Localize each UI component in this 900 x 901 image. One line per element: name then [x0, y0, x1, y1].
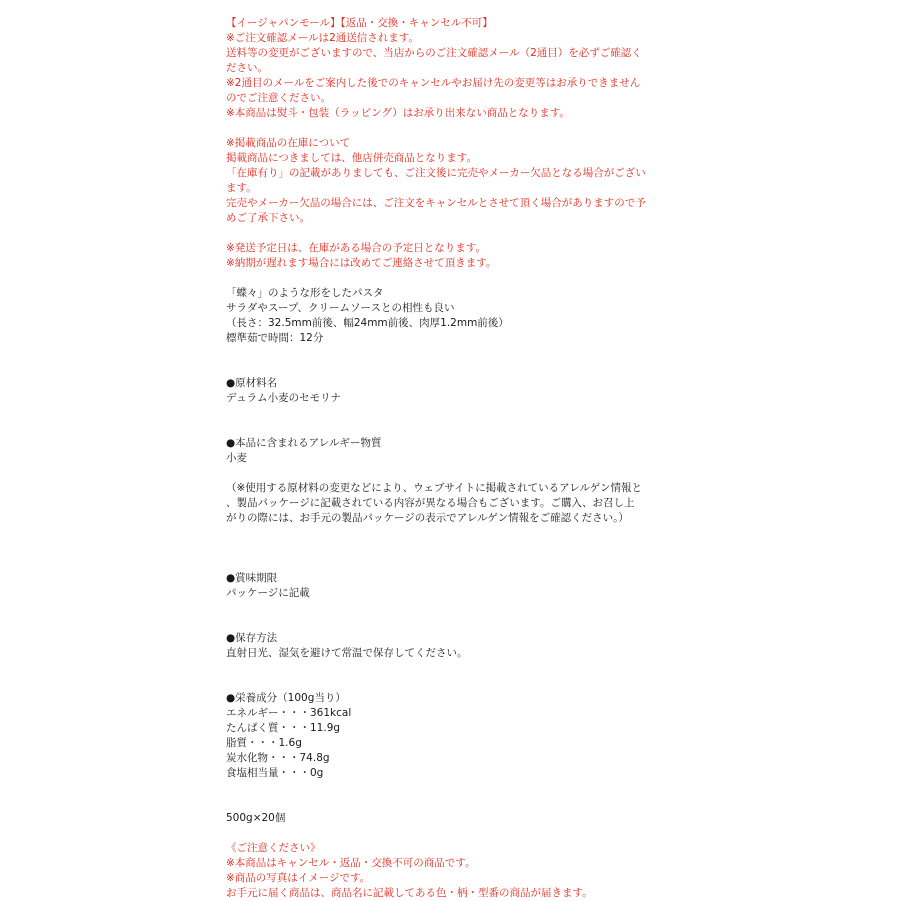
blank-line: [226, 556, 666, 571]
product-description: [226, 16, 666, 901]
text-line: ※掲載商品の在庫について: [226, 137, 351, 149]
text-line: ●保存方法: [226, 632, 278, 644]
blank-line: [226, 226, 666, 241]
blank-line: [226, 616, 666, 631]
text-line: ●本品に含まれるアレルギー物質: [226, 437, 382, 449]
text-line: ます。: [226, 182, 257, 194]
blank-line: [226, 826, 666, 841]
text-line: ※本商品は熨斗・包装（ラッピング）はお承り出来ない商品となります。: [226, 107, 570, 119]
blank-line: [226, 796, 666, 811]
text-line: 、製品パッケージに記載されている内容が異なる場合もございます。ご購入、お召し上: [226, 497, 635, 509]
blank-line: [226, 121, 666, 136]
text-line: 《ご注意ください》: [226, 842, 321, 854]
text-line: 食塩相当量・・・0g: [226, 767, 324, 779]
text-line: ※商品の写真はイメージです。: [226, 872, 371, 884]
blank-line: [226, 781, 666, 796]
blank-line: [226, 466, 666, 481]
text-line: 【イージャパンモール】【返品・交換・キャンセル不可】: [226, 17, 493, 29]
text-line: 掲載商品につきましては、他店併売商品となります。: [226, 152, 477, 164]
text-line: ださい。: [226, 62, 268, 74]
text-line: ●栄養成分（100g当り）: [226, 692, 346, 704]
text-line: がりの際には、お手元の製品パッケージの表示でアレルゲン情報をご確認ください。）: [226, 512, 629, 524]
text-line: のでご注意ください。: [226, 92, 331, 104]
text-line: 直射日光、湿気を避けて常温で保存してください。: [226, 647, 468, 659]
blank-line: [226, 601, 666, 616]
text-line: デュラム小麦のセモリナ: [226, 392, 341, 404]
text-line: エネルギー・・・361kcal: [226, 707, 352, 719]
text-line: お手元に届く商品は、商品名に記載してある色・柄・型番の商品が届きます。: [226, 887, 593, 899]
text-line: ※発送予定日は、在庫がある場合の予定日となります。: [226, 242, 486, 254]
text-line: 500g×20個: [226, 812, 286, 824]
text-line: （長さ：32.5mm前後、幅24mm前後、肉厚1.2mm前後）: [226, 317, 509, 329]
text-line: 完売やメーカー欠品の場合には、ご注文をキャンセルとさせて頂く場合がありますので予: [226, 197, 646, 209]
text-line: ※2通目のメールをご案内した後でのキャンセルやお届け先の変更等はお承りできません: [226, 77, 641, 89]
text-line: 送料等の変更がございますので、当店からのご注文確認メール（2通目）を必ずご確認く: [226, 47, 642, 59]
blank-line: [226, 361, 666, 376]
text-line: ※納期が遅れます場合には改めてご連絡させて頂きます。: [226, 257, 497, 269]
text-line: 「在庫有り」の記載がありましても、ご注文後に完売やメーカー欠品となる場合がござい: [226, 167, 646, 179]
text-line: たんぱく質・・・11.9g: [226, 722, 341, 734]
text-line: ●原材料名: [226, 377, 278, 389]
blank-line: [226, 676, 666, 691]
text-line: 炭水化物・・・74.8g: [226, 752, 330, 764]
blank-line: [226, 541, 666, 556]
text-line: ※本商品はキャンセル・返品・交換不可の商品です。: [226, 857, 476, 869]
blank-line: [226, 271, 666, 286]
blank-line: [226, 526, 666, 541]
text-line: パッケージに記載: [226, 587, 310, 599]
text-line: 小麦: [226, 452, 247, 464]
text-line: ●賞味期限: [226, 572, 278, 584]
blank-line: [226, 406, 666, 421]
text-line: 「蝶々」のような形をしたパスタ: [226, 287, 384, 299]
text-line: めご了承下さい。: [226, 212, 310, 224]
text-line: 脂質・・・1.6g: [226, 737, 302, 749]
text-line: サラダやスープ、クリームソースとの相性も良い: [226, 302, 455, 314]
blank-line: [226, 346, 666, 361]
text-line: （※使用する原材料の変更などにより、ウェブサイトに掲載されているアレルゲン情報と: [226, 482, 643, 494]
text-line: ※ご注文確認メールは2通送信されます。: [226, 32, 419, 44]
blank-line: [226, 421, 666, 436]
blank-line: [226, 661, 666, 676]
text-line: 標準茹で時間：12分: [226, 332, 324, 344]
